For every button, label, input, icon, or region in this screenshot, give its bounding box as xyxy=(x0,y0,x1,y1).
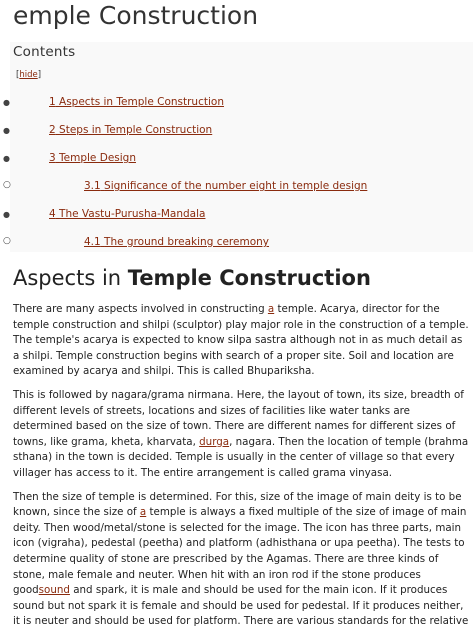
section-heading-plain: Aspects in xyxy=(13,266,128,290)
disc-bullet-icon: ● xyxy=(3,98,10,107)
paragraph xyxy=(13,388,473,482)
paragraph xyxy=(13,490,473,630)
toc-label: Aspects in Temple Construction xyxy=(59,96,224,108)
text-line: Then the size of temple is determined. For this, size of the image of main deity is to be xyxy=(13,490,462,503)
text-line: deity. Then wood/metal/stone is selected for the image. The icon has three parts, main xyxy=(13,521,462,534)
toc-hide-link[interactable]: hide xyxy=(19,70,38,80)
toc-item xyxy=(3,206,473,226)
text-line: icon (vigraha), pedestal (peetha) and platform (adhisthana or upa peetha). The tests to xyxy=(13,537,465,550)
disc-bullet-icon: ● xyxy=(3,126,10,135)
circle-bullet-icon: ○ xyxy=(3,236,11,246)
toc-label: The ground breaking ceremony xyxy=(104,236,270,248)
toc-number: 2 xyxy=(49,124,56,136)
paragraph xyxy=(13,302,473,380)
toc-item xyxy=(3,122,473,142)
toc-item xyxy=(3,150,473,170)
text-line: it is neuter and should be used for platform. There are various standards for the relative xyxy=(13,615,469,628)
text-line: stone, male female and neuter. When hit with an iron rod if the stone produces xyxy=(13,568,421,581)
text-line: temple is always a fixed multiple of the size of image of main xyxy=(146,506,467,519)
toc-number: 4 xyxy=(49,208,56,220)
toc-item xyxy=(3,178,473,198)
inline-link[interactable]: a xyxy=(139,506,147,519)
disc-bullet-icon: ● xyxy=(3,154,10,163)
inline-link[interactable]: durga xyxy=(199,435,230,448)
text-line: The temple's acarya is expected to know silpa sastra although not in as much detail as xyxy=(13,334,463,347)
toc-link-design[interactable] xyxy=(49,152,136,164)
text-line: sound but not spark it is female and should be used for pedestal. If it produces neither, xyxy=(13,599,464,612)
toc-link-steps[interactable] xyxy=(49,124,212,136)
toc-toggle xyxy=(16,70,41,80)
toc-link-ground-breaking[interactable] xyxy=(84,236,269,248)
toc-label: Significance of the number eight in temple design xyxy=(104,180,368,192)
toc-link-number-eight[interactable] xyxy=(84,180,367,192)
toc-label: Steps in Temple Construction xyxy=(59,124,213,136)
text-line: temple construction and shilpi (sculptor) play major role in the construction of a temple. xyxy=(13,318,469,331)
text-line: towns, like grama, kheta, kharvata, xyxy=(13,435,200,448)
table-of-contents xyxy=(3,42,473,252)
text-line: determined based on the size of town. There are different names for different sizes of xyxy=(13,420,456,433)
text-line: villager has access to it. The entire arrangement is called grama vinyasa. xyxy=(13,466,393,479)
inline-link[interactable]: sound xyxy=(38,584,70,597)
text-line: This is followed by nagara/grama nirmana. Here, the layout of town, its size, breadth of xyxy=(13,388,464,401)
toc-toggle-close-bracket: ] xyxy=(37,70,42,80)
text-line: good xyxy=(13,584,39,597)
toc-number: 3 xyxy=(49,152,56,164)
toc-label: Temple Design xyxy=(59,152,136,164)
circle-bullet-icon: ○ xyxy=(3,180,11,190)
article-body xyxy=(13,302,473,638)
toc-number: 3.1 xyxy=(84,180,101,192)
text-line: known, since the size of xyxy=(13,506,140,519)
toc-link-aspects[interactable] xyxy=(49,96,224,108)
text-line: , nagara. Then the location of temple (brahma xyxy=(229,435,469,448)
text-line: There are many aspects involved in constructing xyxy=(13,303,268,315)
disc-bullet-icon: ● xyxy=(3,210,10,219)
toc-number: 1 xyxy=(49,96,56,108)
text-line: a shilpi. Temple construction begins with search of a proper site. Soil and location are xyxy=(13,349,454,362)
toc-item xyxy=(3,94,473,114)
toc-title: Contents xyxy=(13,44,76,60)
text-line: determine quality of stone are prescribed by the Agamas. There are three kinds of xyxy=(13,552,439,565)
text-line: and spark, it is male and should be used for the main icon. If it produces xyxy=(69,584,448,597)
text-line: sthana) in the town is decided. Temple is usually in the center of village so that every xyxy=(13,451,455,464)
text-line: examined by acarya and shilpi. This is called Bhupariksha. xyxy=(13,365,315,378)
toc-item xyxy=(3,234,473,254)
text-line: different levels of streets, locations and sizes of facilities like water tanks are xyxy=(13,404,411,417)
inline-link[interactable]: a xyxy=(267,303,275,315)
toc-link-vastu-purusha-mandala[interactable] xyxy=(49,208,205,220)
section-heading-bold: Temple Construction xyxy=(127,266,371,290)
text-line: temple. Acarya, director for the xyxy=(274,303,440,315)
toc-number: 4.1 xyxy=(84,236,101,248)
toc-label: The Vastu-Purusha-Mandala xyxy=(59,208,206,220)
page-title: emple Construction xyxy=(13,1,259,30)
section-heading xyxy=(13,264,371,292)
toc-toggle-open-bracket: [ xyxy=(16,70,20,80)
